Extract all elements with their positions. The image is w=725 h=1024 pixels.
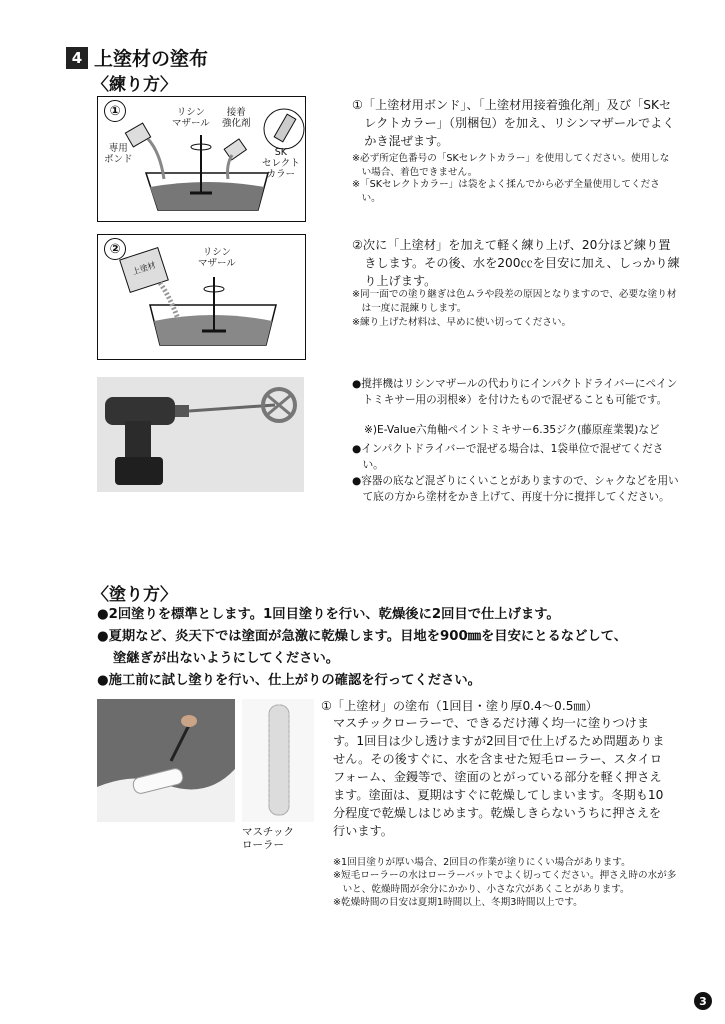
step1-note-2: ※「SKセレクトカラー」は袋をよく揉んでから必ず全量使用してください。: [352, 179, 660, 204]
label-enhancer: 接着 強化剤: [222, 107, 251, 129]
application-note-3: ※乾燥時間の目安は夏期1時間以上、冬期3時間以上です。: [333, 897, 583, 908]
step2-note-1: ※同一面での塗り継ぎは色ムラや段差の原因となりますので、必要な塗り材は一度に混練りします。: [352, 289, 677, 314]
drill-bullet-2: ●インパクトドライバーで混ぜる場合は、1袋単位で混ぜてください。: [352, 443, 664, 471]
roller-photo: [97, 699, 235, 822]
drill-bullet-3: ●容器の底など混ざりにくいことがありますので、シャクなどを用いて底の方から塗材をかき上げて、再度十分に撹拌してください。: [352, 475, 679, 503]
drill-photo: [97, 377, 304, 492]
application-point-1: ●2回塗りを標準とします。1回目塗りを行い、乾燥後に2回目で仕上げます。: [97, 607, 560, 622]
mixing-heading: 〈練り方〉: [92, 75, 177, 95]
application-point-3: ●施工前に試し塗りを行い、仕上がりの確認を行ってください。: [97, 673, 481, 688]
label-bond: 専用 ボンド: [104, 143, 133, 165]
application-point-2: ●夏期など、炎天下では塗面が急激に乾燥します。目地を900㎜を目安にとるなどして、: [97, 629, 628, 644]
application-point-2-cont: 塗継ぎが出ないようにしてください。: [113, 651, 340, 666]
application-note-2: ※短毛ローラーの水はローラーバットでよく切ってください。押さえ時の水が多いと、乾燥時間が余分にかかり、小さな穴があくことがあります。: [333, 870, 677, 895]
page-number: 3: [694, 992, 712, 1010]
application-step-title: ①「上塗材」の塗布（1回目・塗り厚0.4～0.5㎜）: [321, 699, 598, 713]
label-bag: 上塗材: [131, 260, 157, 277]
mastic-roller-icon: [242, 699, 314, 822]
label-color: SK セレクト カラー: [262, 147, 300, 180]
mastic-roller-photo: [242, 699, 314, 822]
drill-bullet-1: ●撹拌機はリシンマザールの代わりにインパクトドライバーにペイントミキサー用の羽根※）を付けたもので混ぜることも可能です。: [352, 378, 678, 406]
label-mixer: リシン マザール: [172, 107, 210, 129]
step1-text: ①「上塗材用ボンド」、「上塗材用接着強化剤」及び「SKセレクトカラー」（別梱包）を加え、リシンマザールでよくかき混ぜます。: [352, 98, 675, 148]
step2-note-2: ※練り上げた材料は、早めに使い切ってください。: [352, 317, 572, 328]
roller-painting-icon: [97, 699, 235, 822]
step2-number: ②: [104, 238, 126, 260]
label-mixer-2: リシン マザール: [198, 247, 236, 269]
step2-text: ②次に「上塗材」を加えて軽く練り上げ、20分ほど練り置きします。その後、水を200㏄を目安に加え、しっかり練り上げます。: [352, 238, 680, 288]
step2-illustration: [97, 234, 306, 360]
drill-bullet-note: ※)E-Value六角軸ペイントミキサー6.35ジク(藤原産業製)など: [364, 424, 660, 436]
section-title: 上塗材の塗布: [94, 48, 209, 70]
step1-note-1: ※必ず所定色番号の「SKセレクトカラー」を使用してください。使用しない場合、着色できません。: [352, 153, 670, 178]
application-note-1: ※1回目塗りが厚い場合、2回目の作業が塗りにくい場合があります。: [333, 857, 631, 868]
roller-label: マスチック ローラー: [242, 826, 294, 851]
application-step-body: マスチックローラーで、できるだけ薄く均一に塗りつけます。1回目は少し透けますが2回目で仕上げるため問題ありません。その後すぐに、水を含ませた短毛ローラー、スタイロフォーム、金鏝等で、塗面のとがっている部分を軽く押さえます。塗面は、夏期はすぐに乾燥してしまいます。冬期も10分程度で乾燥しはじめます。乾燥しきらないうちに押さえを行います。: [333, 716, 665, 838]
section-header: [66, 44, 208, 71]
section-number: 4: [66, 47, 88, 69]
application-heading: 〈塗り方〉: [92, 585, 177, 605]
impact-driver-icon: [97, 377, 304, 492]
step1-number: ①: [104, 100, 126, 122]
step1-illustration: [97, 96, 306, 222]
